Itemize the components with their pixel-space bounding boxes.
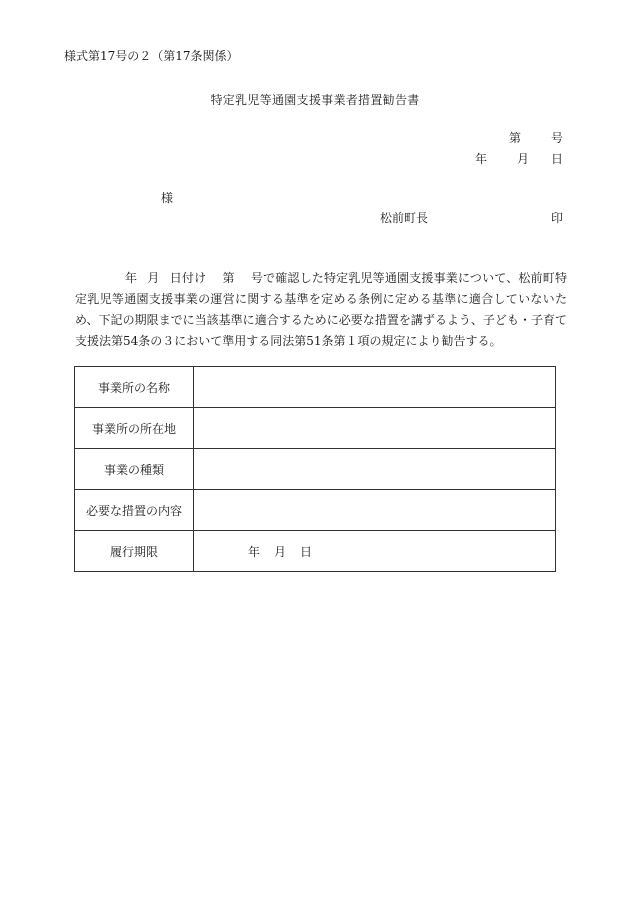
row-label-required-measures: 必要な措置の内容	[75, 490, 194, 531]
deadline-day: 日	[300, 544, 313, 559]
seal-mark: 印	[550, 211, 563, 225]
row-label-deadline: 履行期限	[75, 531, 194, 572]
row-value-required-measures[interactable]	[194, 490, 556, 531]
document-number	[509, 130, 563, 146]
intro-day: 日付け	[169, 271, 207, 285]
issuer-name: 松前町長	[380, 211, 429, 225]
deadline-month: 月	[274, 544, 287, 559]
intro-month: 月	[147, 271, 160, 285]
document-title: 特定乳児等通園支援事業者措置勧告書	[210, 93, 420, 107]
number-suffix: 号	[550, 131, 563, 145]
number-prefix: 第	[508, 131, 521, 145]
document-date	[475, 151, 563, 167]
row-label-business-address: 事業所の所在地	[75, 408, 194, 449]
intro-year: 年	[125, 271, 138, 285]
body-paragraph	[75, 268, 567, 352]
row-value-deadline[interactable]	[194, 531, 556, 572]
table-row	[75, 449, 556, 490]
row-value-business-name[interactable]	[194, 367, 556, 408]
form-number: 様式第17号の２（第17条関係）	[64, 49, 239, 63]
row-label-business-name: 事業所の名称	[75, 367, 194, 408]
table-row	[75, 408, 556, 449]
date-month: 月	[516, 152, 529, 166]
table-row	[75, 531, 556, 572]
row-value-business-address[interactable]	[194, 408, 556, 449]
addressee: 様	[161, 191, 174, 205]
deadline-year: 年	[248, 544, 261, 559]
table-row	[75, 367, 556, 408]
row-label-business-type: 事業の種類	[75, 449, 194, 490]
date-day: 日	[550, 152, 563, 166]
body-text: 号で確認した特定乳児等通園支援事業について、松前町特定乳児等通園支援事業の運営に関する基準を定める条例に定める基準に適合していないため、下記の期限までに当該基準に適合するために必要な措置を講ずるよう、子ども・子育て支援法第54条の３において準用する同法第51条第１項の規定により勧告する。	[75, 271, 567, 348]
date-year: 年	[474, 152, 487, 166]
info-table	[74, 366, 556, 572]
intro-no: 第	[222, 271, 235, 285]
table-row	[75, 490, 556, 531]
row-value-business-type[interactable]	[194, 449, 556, 490]
